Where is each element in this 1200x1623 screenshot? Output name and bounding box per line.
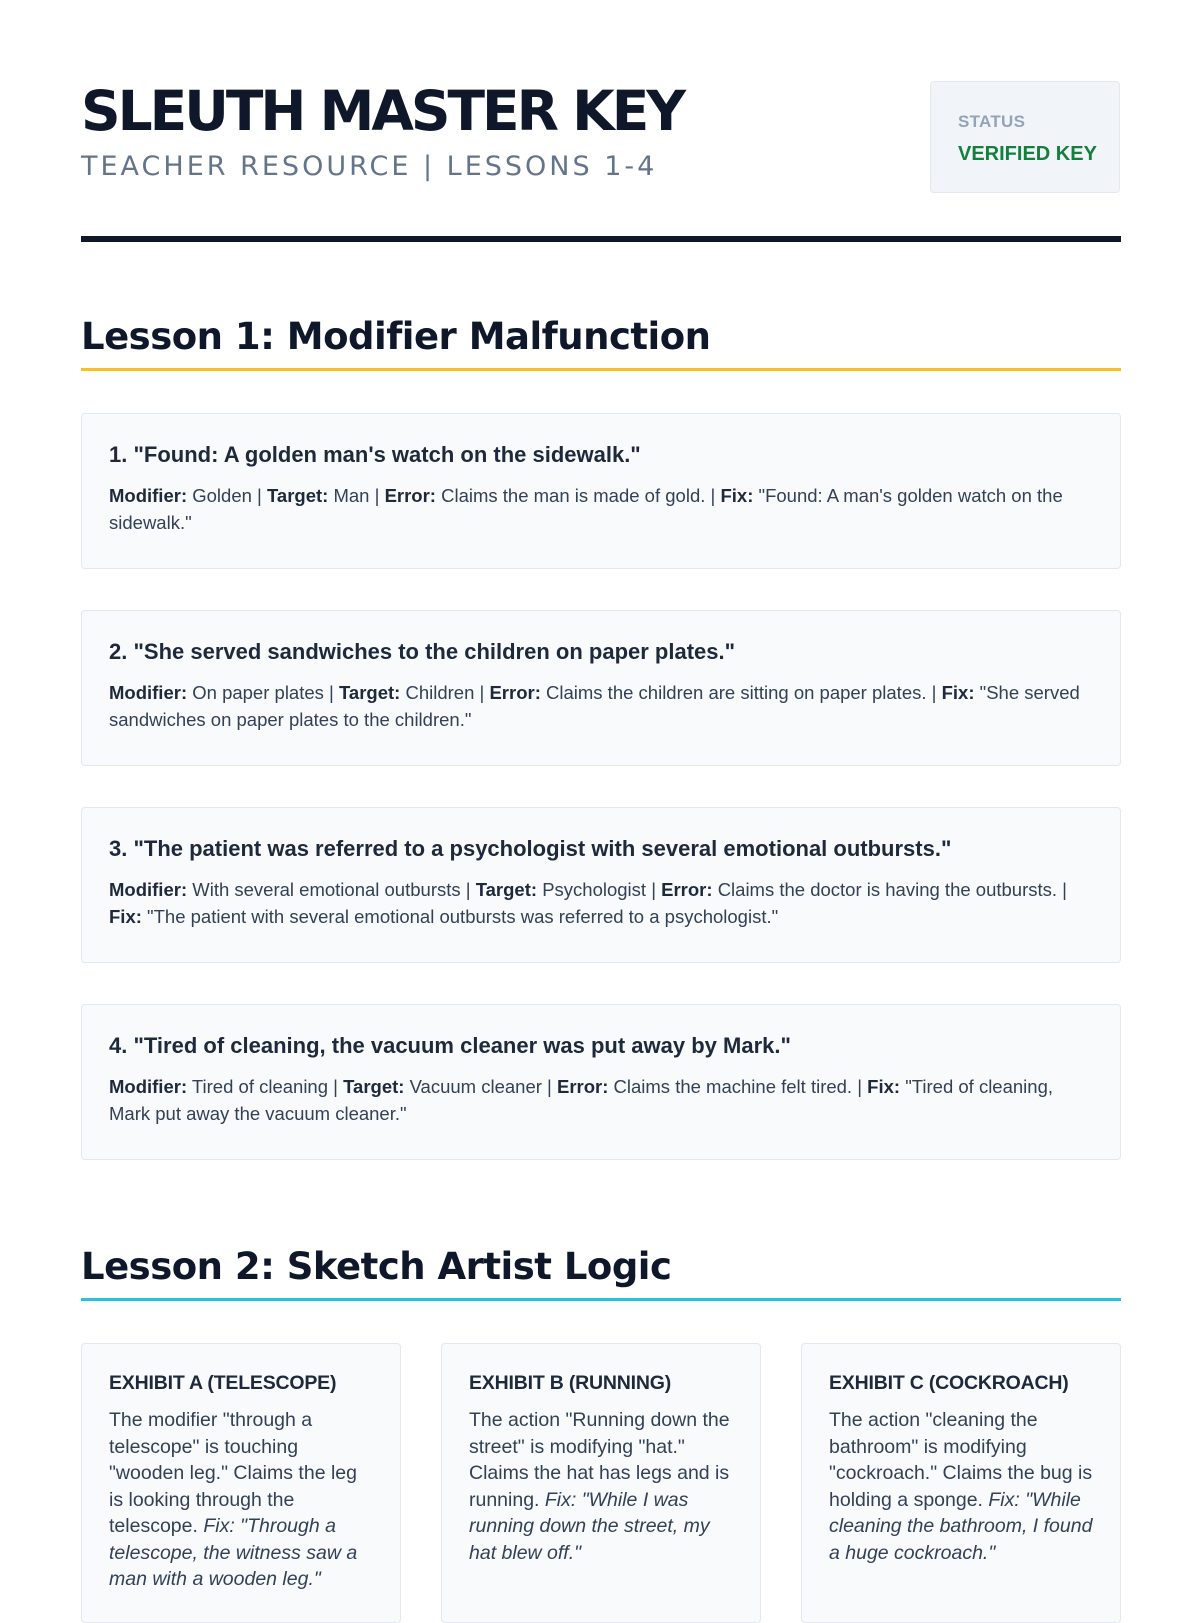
- error-value: Claims the doctor is having the outbursts.: [717, 879, 1058, 901]
- separator: |: [479, 682, 485, 704]
- modifier-label: Modifier:: [109, 879, 188, 901]
- item-answer: [109, 876, 1093, 930]
- modifier-value: On paper plates: [192, 682, 324, 704]
- exhibit-explanation: The action "Running down the street" is modifying "hat." Claims the hat has legs and is running.: [469, 1409, 730, 1511]
- exhibit-fix: Fix: "While cleaning the bathroom, I found a huge cockroach.": [829, 1488, 1093, 1564]
- exhibit-body: [829, 1407, 1093, 1566]
- exhibit-title: EXHIBIT C (COCKROACH): [829, 1372, 1069, 1394]
- target-label: Target:: [475, 879, 538, 901]
- lesson-1-item-4: [81, 1004, 1121, 1160]
- lesson-2-title: Lesson 2: Sketch Artist Logic: [81, 1245, 672, 1288]
- target-label: Target:: [339, 682, 401, 704]
- page-header: [81, 80, 1121, 240]
- exhibit-body: [469, 1407, 733, 1566]
- separator: |: [710, 485, 716, 507]
- lesson-1-title: Lesson 1: Modifier Malfunction: [81, 315, 711, 358]
- exhibit-c-card: [801, 1343, 1121, 1623]
- error-label: Error:: [384, 485, 436, 507]
- modifier-value: With several emotional outbursts: [192, 879, 461, 901]
- separator: |: [333, 1076, 338, 1098]
- fix-label: Fix:: [867, 1076, 901, 1098]
- fix-label: Fix:: [720, 485, 754, 507]
- exhibit-fix: Fix: "While I was running down the street, my hat blew off.": [469, 1488, 710, 1564]
- target-value: Children: [405, 682, 475, 704]
- page-subtitle: TEACHER RESOURCE | LESSONS 1-4: [81, 151, 658, 182]
- target-value: Psychologist: [542, 879, 647, 901]
- target-label: Target:: [267, 485, 329, 507]
- modifier-label: Modifier:: [109, 682, 188, 704]
- exhibit-body: [109, 1407, 373, 1593]
- separator: |: [465, 879, 471, 901]
- status-box: [930, 81, 1120, 193]
- exhibit-b-card: [441, 1343, 761, 1623]
- error-label: Error:: [556, 1076, 609, 1098]
- header-divider: [81, 236, 1121, 242]
- lesson-1-item-1: [81, 413, 1121, 569]
- page-title: SLEUTH MASTER KEY: [81, 79, 684, 143]
- separator: |: [857, 1076, 863, 1098]
- item-question: 3. "The patient was referred to a psychologist with several emotional outbursts.": [109, 836, 952, 861]
- fix-value: "She served sandwiches on paper plates to the children.": [109, 682, 1080, 731]
- fix-value: "Found: A man's golden watch on the sidewalk.": [109, 485, 1063, 534]
- item-answer: [109, 482, 1093, 536]
- item-answer: [109, 679, 1093, 733]
- item-question: 4. "Tired of cleaning, the vacuum cleaner was put away by Mark.": [109, 1033, 791, 1058]
- exhibit-explanation: The action "cleaning the bathroom" is modifying "cockroach." Claims the bug is holding a sponge.: [829, 1409, 1093, 1511]
- separator: |: [931, 682, 937, 704]
- fix-value: "The patient with several emotional outbursts was referred to a psychologist.": [147, 906, 779, 928]
- exhibit-title: EXHIBIT A (TELESCOPE): [109, 1372, 337, 1394]
- separator: |: [374, 485, 380, 507]
- fix-value: "Tired of cleaning, Mark put away the vacuum cleaner.": [109, 1076, 1053, 1125]
- lesson-1-item-3: [81, 807, 1121, 963]
- exhibit-a-card: [81, 1343, 401, 1623]
- exhibit-fix: Fix: "Through a telescope, the witness saw a man with a wooden leg.": [109, 1515, 358, 1590]
- error-value: Claims the children are sitting on paper plates.: [546, 682, 927, 704]
- error-label: Error:: [661, 879, 713, 901]
- target-value: Vacuum cleaner: [409, 1076, 542, 1098]
- modifier-value: Golden: [192, 485, 252, 507]
- modifier-label: Modifier:: [109, 485, 188, 507]
- status-badge: VERIFIED KEY: [958, 143, 1097, 165]
- exhibit-title: EXHIBIT B (RUNNING): [469, 1372, 672, 1394]
- item-answer: [109, 1073, 1093, 1127]
- lesson-1-item-2: [81, 610, 1121, 766]
- separator: |: [547, 1076, 552, 1098]
- fix-label: Fix:: [109, 906, 142, 928]
- target-value: Man: [333, 485, 370, 507]
- error-label: Error:: [489, 682, 541, 704]
- modifier-label: Modifier:: [109, 1076, 188, 1098]
- error-value: Claims the machine felt tired.: [613, 1076, 853, 1098]
- item-question: 1. "Found: A golden man's watch on the sidewalk.": [109, 442, 641, 467]
- status-label: STATUS: [958, 112, 1026, 131]
- separator: |: [1062, 879, 1067, 901]
- exhibit-explanation: The modifier "through a telescope" is touching "wooden leg." Claims the leg is looking through the telescope.: [109, 1409, 357, 1537]
- fix-label: Fix:: [941, 682, 975, 704]
- target-label: Target:: [343, 1076, 405, 1098]
- lesson-2-divider: [81, 1298, 1121, 1301]
- separator: |: [329, 682, 334, 704]
- item-question: 2. "She served sandwiches to the children on paper plates.": [109, 639, 736, 664]
- modifier-value: Tired of cleaning: [191, 1076, 329, 1098]
- lesson-1-divider: [81, 368, 1121, 371]
- separator: |: [257, 485, 262, 507]
- separator: |: [651, 879, 656, 901]
- error-value: Claims the man is made of gold.: [441, 485, 706, 507]
